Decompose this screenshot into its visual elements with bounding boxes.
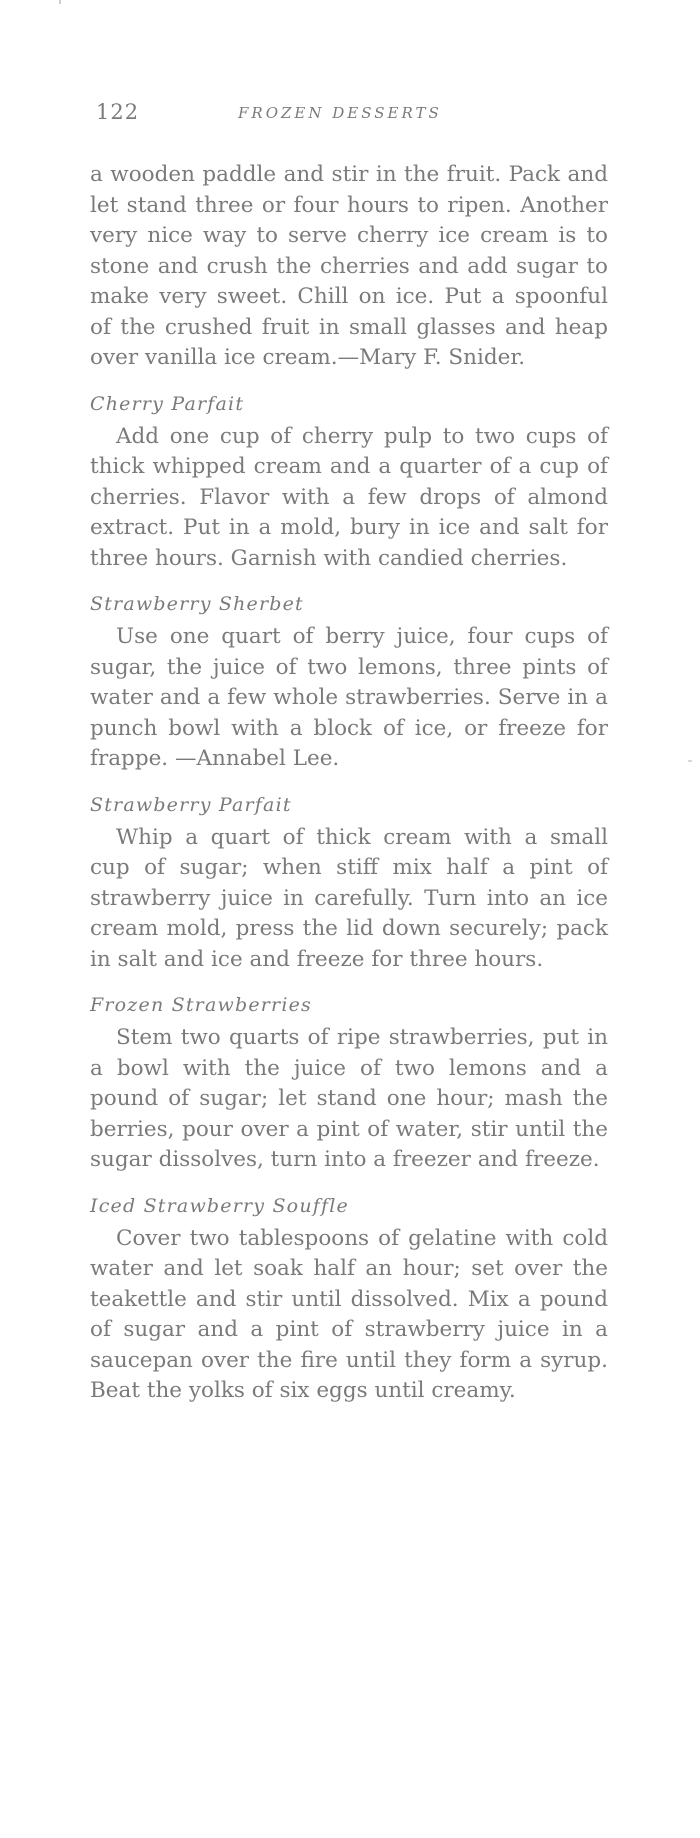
recipe-text-strawberry-sherbet: Use one quart of berry juice, four cups of sugar, the juice of two lemons, three pints of water and a few whole strawberries. Serve in a punch bowl with a block of ice, or freeze for frappe. —Annabel Lee. bbox=[90, 624, 608, 771]
page-number: 122 bbox=[96, 100, 140, 124]
recipe-text-cherry-parfait: Add one cup of cherry pulp to two cups of thick whipped cream and a quarter of a cup of cherries. Flavor with a few drops of almond extract. Put in a mold, bury in ice and salt for three hours. Garnish with candied cherries. bbox=[90, 423, 608, 571]
running-title: FROZEN DESSERTS bbox=[238, 104, 442, 122]
recipe-title-cherry-parfait: Cherry Parfait bbox=[90, 392, 245, 415]
recipe-title-iced-strawberry-souffle: Iced Strawberry Souffle bbox=[90, 1194, 349, 1217]
recipe-text-strawberry-parfait: Whip a quart of thick cream with a small cup of sugar; when stiff mix half a pint of strawberry juice in carefully. Turn into an ice cream mold, press the lid down securely; pack in salt and ice and freeze for three hours. bbox=[90, 824, 608, 972]
continued-recipe-text: a wooden paddle and stir in the fruit. Pack and let stand three or four hours to ripen. Another very nice way to serve cherry ice cream is to stone and crush the cherries and add sugar to make very sweet. Chill on ice. Put a spoonful of the crushed fruit in small glasses and heap over vanilla ice cream.—Mary F. Snider. bbox=[90, 162, 608, 370]
scan-mark bbox=[59, 0, 61, 4]
recipe-title-frozen-strawberries: Frozen Strawberries bbox=[90, 994, 313, 1016]
book-page bbox=[90, 100, 608, 1407]
recipe-title-strawberry-parfait: Strawberry Parfait bbox=[90, 793, 292, 816]
scan-mark bbox=[688, 760, 692, 762]
recipe-text-iced-strawberry-souffle: Cover two tablespoons of gelatine with cold water and let soak half an hour; set over the teakettle and stir until dissolved. Mix a pound of sugar and a pint of strawberry juice in a saucepan over the fire until they form a syrup. Beat the yolks of six eggs until creamy. bbox=[90, 1225, 608, 1403]
recipe-title-strawberry-sherbet: Strawberry Sherbet bbox=[90, 593, 304, 615]
running-head bbox=[90, 100, 608, 142]
recipe-text-frozen-strawberries: Stem two quarts of ripe strawberries, put in a bowl with the juice of two lemons and a pound of sugar; let stand one hour; mash the berries, pour over a pint of water, stir until the sugar dissolves, turn into a freezer and freeze. bbox=[90, 1025, 608, 1172]
